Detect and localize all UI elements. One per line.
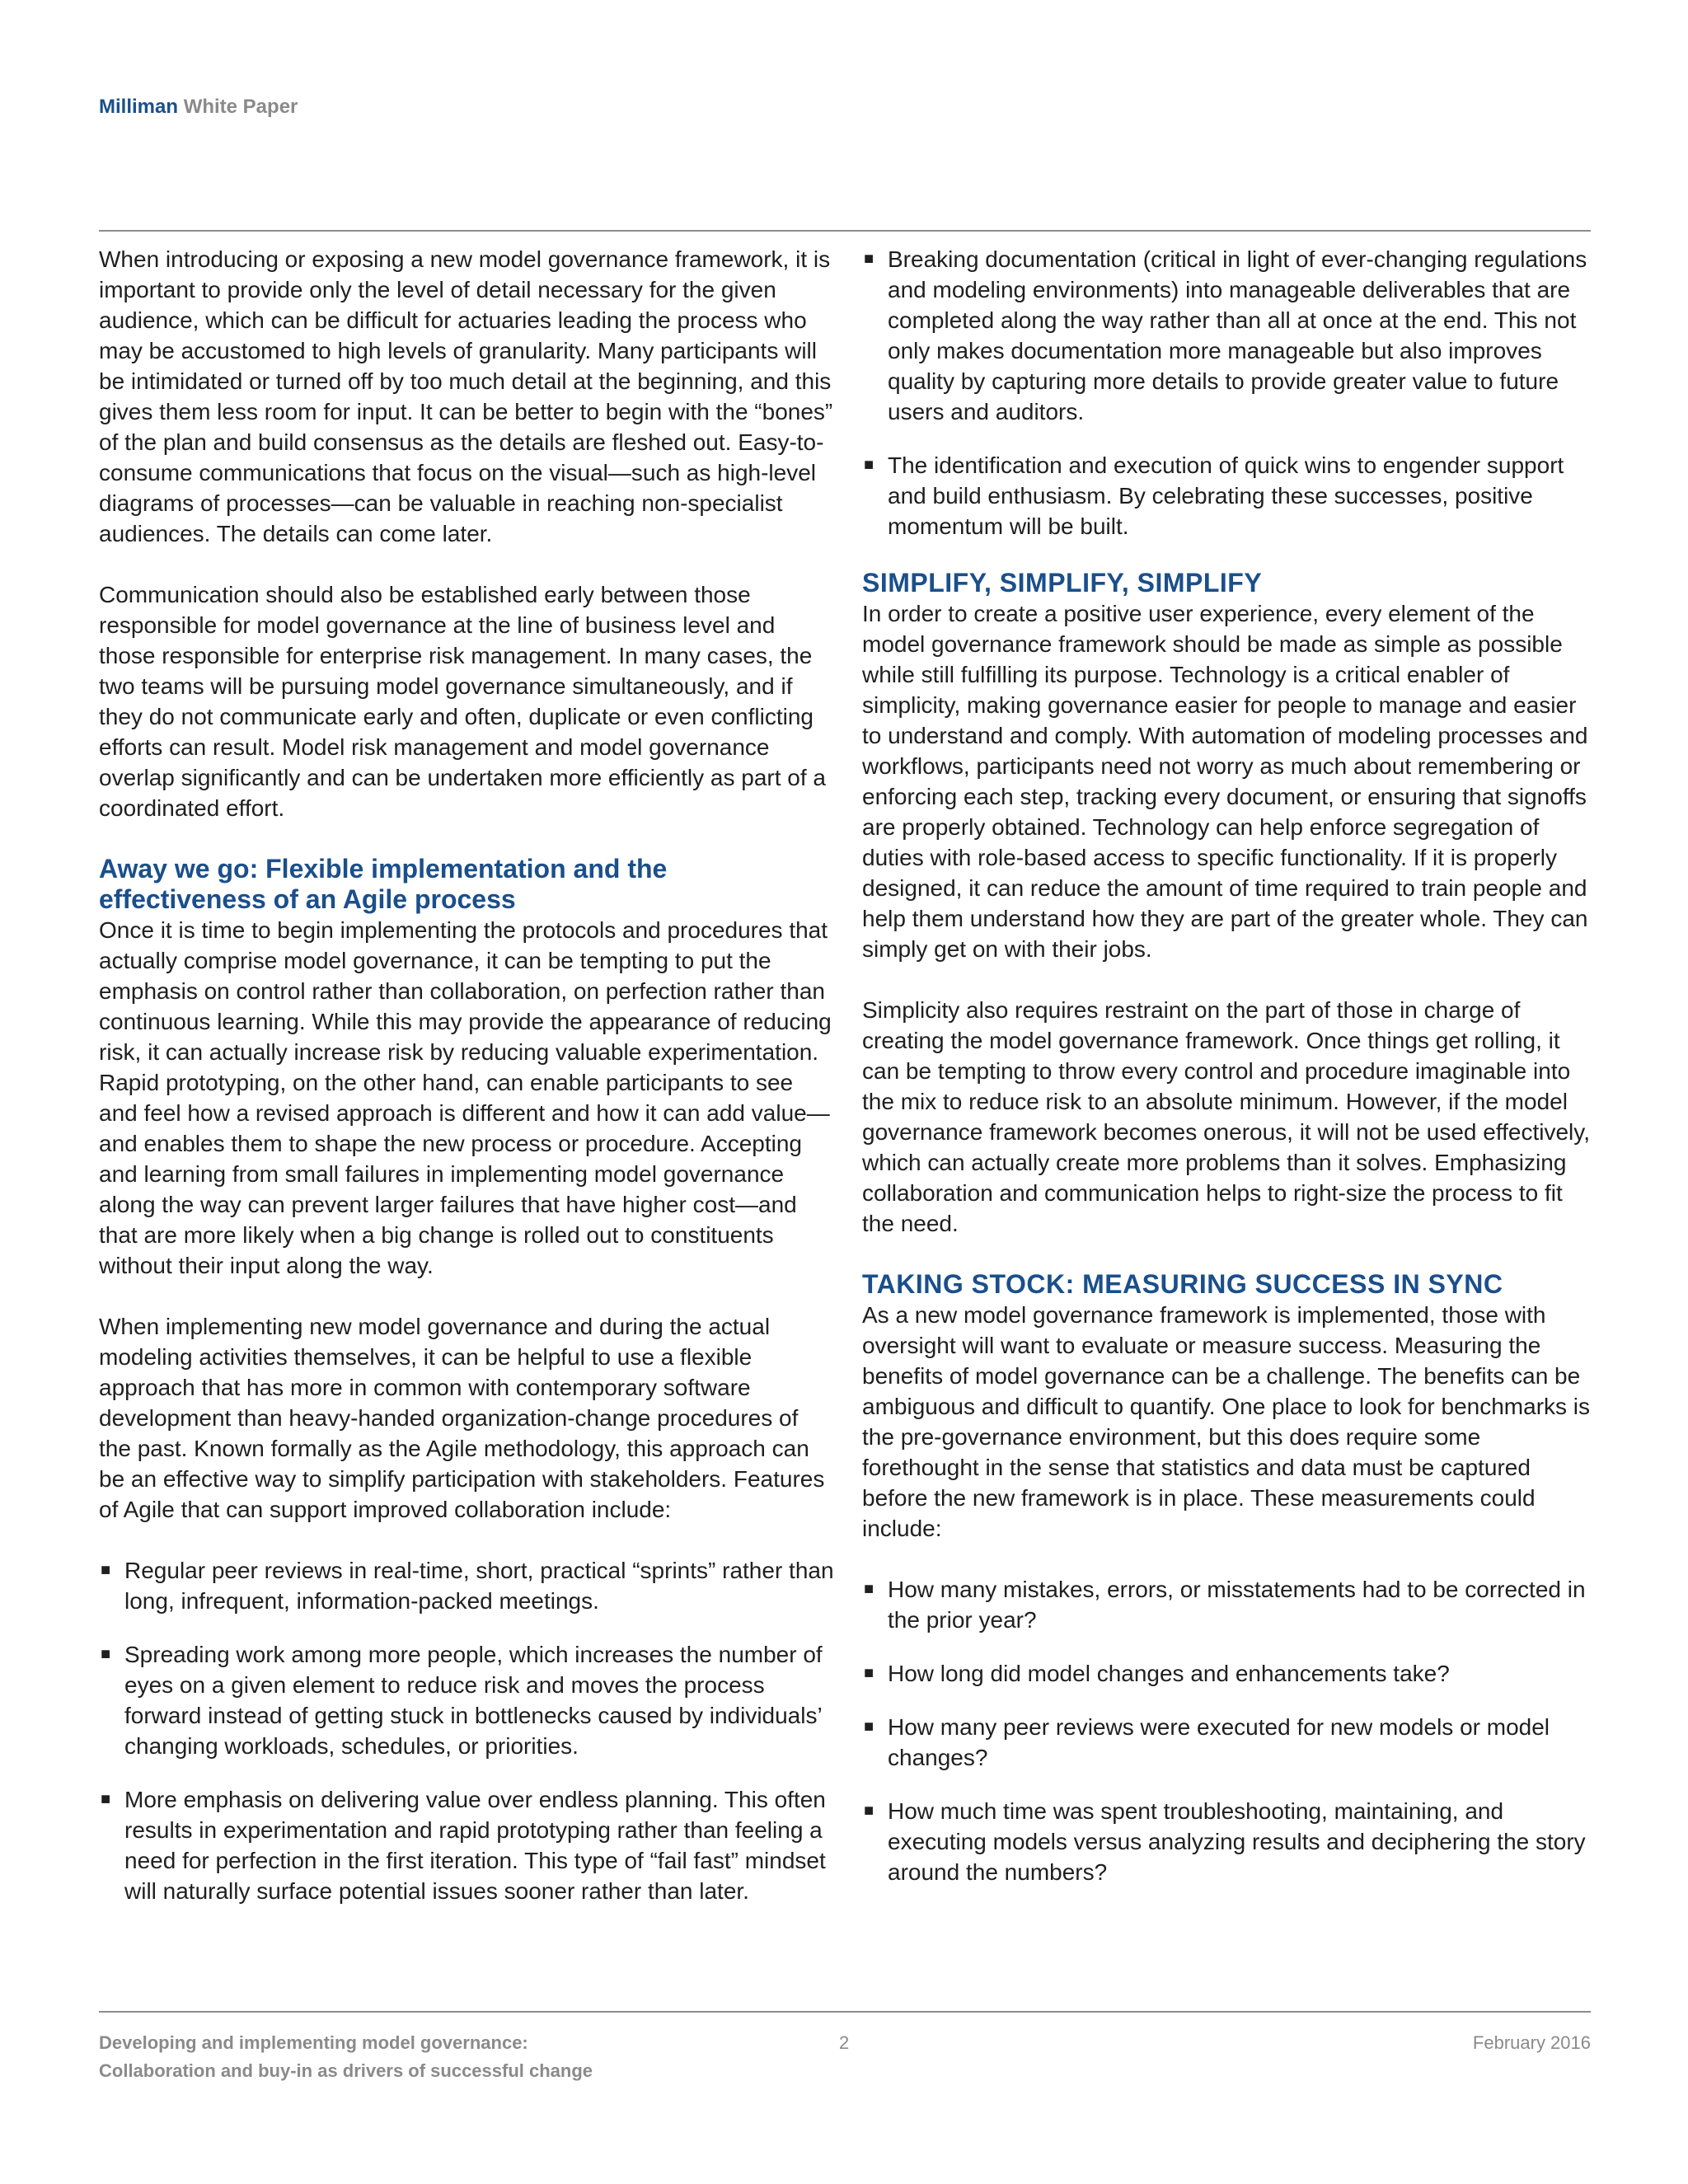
agile-features-list bbox=[99, 1555, 837, 1906]
right-column bbox=[862, 244, 1596, 1910]
top-divider bbox=[99, 230, 1591, 232]
section-heading: Away we go: Flexible implementation and the effectiveness of an Agile process bbox=[99, 854, 668, 914]
paragraph: As a new model governance framework is implemented, those with oversight will want to evaluate or measure success. Measuring the benefits of model governance can be a challenge. The benefits can be ambiguous and difficult to quantify. One place to look for benchmarks is the pre-governance environment, but this does require some forethought in the sense that statistics and data must be captured before the new framework is in place. These measurements could include: bbox=[862, 1302, 1591, 1541]
page-number: 2 bbox=[839, 2032, 850, 2053]
list-item-text: How much time was spent troubleshooting, maintaining, and executing models versus analyzing results and deciphering the story around the numbers? bbox=[888, 1798, 1586, 1885]
bullet-icon: ■ bbox=[101, 1790, 111, 1808]
list-item-text: Regular peer reviews in real-time, short, practical “sprints” rather than long, infrequent, information-packed meetings. bbox=[124, 1558, 834, 1614]
list-item bbox=[862, 1658, 1596, 1689]
bullet-icon: ■ bbox=[864, 1580, 874, 1598]
list-item-text: How long did model changes and enhancements take? bbox=[888, 1661, 1450, 1686]
list-item bbox=[99, 1639, 837, 1761]
paragraph: In order to create a positive user experience, every element of the model governance framework should be made as simple as possible while still fulfilling its purpose. Technology is a critical enabler of simplicity, making governance easier for people to manage and easier to understand and comply. With automation of modeling processes and workflows, participants need not worry as much about remembering or enforcing each step, tracking every document, or ensuring that signoffs are properly obtained. Technology can help enforce segregation of duties with role-based access to specific functionality. If it is properly designed, it can reduce the amount of time required to train people and help them understand how they are part of the greater whole. They can simply get on with their jobs. bbox=[862, 601, 1588, 962]
bullet-icon: ■ bbox=[864, 1664, 874, 1682]
footer-title bbox=[99, 2029, 593, 2085]
section-heading: TAKING STOCK: MEASURING SUCCESS IN SYNC bbox=[862, 1269, 1503, 1299]
left-column bbox=[99, 244, 837, 1929]
list-item bbox=[862, 1574, 1596, 1635]
section-heading: SIMPLIFY, SIMPLIFY, SIMPLIFY bbox=[862, 568, 1263, 598]
list-item-text: More emphasis on delivering value over endless planning. This often results in experimentation and rapid prototyping rather than feeling a need for perfection in the first iteration. This type of “fail fast” mindset will naturally surface potential issues sooner rather than later. bbox=[124, 1787, 826, 1904]
measurements-list bbox=[862, 1574, 1596, 1887]
bullet-icon: ■ bbox=[864, 1802, 874, 1820]
footer-title-line: Collaboration and buy-in as drivers of successful change bbox=[99, 2060, 593, 2081]
footer-title-line: Developing and implementing model governance: bbox=[99, 2032, 528, 2053]
bullet-icon: ■ bbox=[864, 250, 874, 268]
brand-name: Milliman bbox=[99, 96, 179, 118]
paragraph: When introducing or exposing a new model governance framework, it is important to provide only the level of detail necessary for the given audience, which can be difficult for actuaries leading the process who may be accustomed to high levels of granularity. Many participants will be intimidated or turned off by too much detail at the beginning, and this gives them less room for input. It can be better to begin with the “bones” of the plan and build consensus as the details are fleshed out. Easy-to-consume communications that focus on the visual—such as high-level diagrams of processes—can be valuable in reaching non-specialist audiences. The details can come later. bbox=[99, 246, 833, 546]
list-item bbox=[862, 1712, 1596, 1773]
list-item-text: The identification and execution of quick wins to engender support and build enthusiasm. By celebrating these successes, positive momentum will be built. bbox=[888, 452, 1564, 539]
list-item bbox=[862, 244, 1596, 427]
list-item-text: How many mistakes, errors, or misstatements had to be corrected in the prior year? bbox=[888, 1577, 1586, 1633]
bottom-divider bbox=[99, 2011, 1591, 2013]
paragraph: Communication should also be established early between those responsible for model governance at the line of business level and those responsible for enterprise risk management. In many cases, the two teams will be pursuing model governance simultaneously, and if they do not communicate early and often, duplicate or even conflicting efforts can result. Model risk management and model governance overlap significantly and can be undertaken more efficiently as part of a coordinated effort. bbox=[99, 582, 826, 821]
bullet-icon: ■ bbox=[101, 1561, 111, 1579]
bullet-icon: ■ bbox=[864, 1718, 874, 1736]
page-header bbox=[99, 96, 298, 119]
list-item-text: Breaking documentation (critical in light of ever-changing regulations and modeling environments) into manageable deliverables that are completed along the way rather than all at once at the end. This not only makes documentation more manageable but also improves quality by capturing more details to provide greater value to future users and auditors. bbox=[888, 246, 1587, 424]
paragraph: When implementing new model governance and during the actual modeling activities themselves, it can be helpful to use a flexible approach that has more in common with contemporary software development than heavy-handed organization-change procedures of the past. Known formally as the Agile methodology, this approach can be an effective way to simplify participation with stakeholders. Features of Agile that can support improved collaboration include: bbox=[99, 1314, 825, 1522]
paragraph: Simplicity also requires restraint on the part of those in charge of creating the model governance framework. Once things get rolling, it can be tempting to throw every control and procedure imaginable into the mix to reduce risk to an absolute minimum. However, if the model governance framework becomes onerous, it will not be used effectively, which can actually create more problems than it solves. Emphasizing collaboration and communication helps to right-size the process to fit the need. bbox=[862, 997, 1590, 1236]
bullet-icon: ■ bbox=[864, 456, 874, 474]
list-item-text: Spreading work among more people, which increases the number of eyes on a given element to reduce risk and moves the process forward instead of getting stuck in bottlenecks caused by individuals’ changing workloads, schedules, or priorities. bbox=[124, 1642, 823, 1759]
paragraph: Once it is time to begin implementing the protocols and procedures that actually comprise model governance, it can be tempting to put the emphasis on control rather than collaboration, on perfection rather than continuous learning. While this may provide the appearance of reducing risk, it can actually increase risk by reducing valuable experimentation. Rapid prototyping, on the other hand, can enable participants to see and feel how a revised approach is different and how it can add value—and enables them to shape the new process or procedure. Accepting and learning from small failures in implementing model governance along the way can prevent larger failures that have higher cost—and that are more likely when a big change is rolled out to constituents without their input along the way. bbox=[99, 917, 832, 1278]
footer-date: February 2016 bbox=[1472, 2032, 1591, 2053]
list-item bbox=[99, 1555, 837, 1616]
list-item-text: How many peer reviews were executed for new models or model changes? bbox=[888, 1714, 1550, 1770]
list-item bbox=[862, 1796, 1596, 1887]
agile-features-list-continued bbox=[862, 244, 1596, 541]
document-type: White Paper bbox=[183, 96, 298, 118]
list-item bbox=[862, 450, 1596, 541]
bullet-icon: ■ bbox=[101, 1645, 111, 1663]
list-item bbox=[99, 1784, 837, 1906]
